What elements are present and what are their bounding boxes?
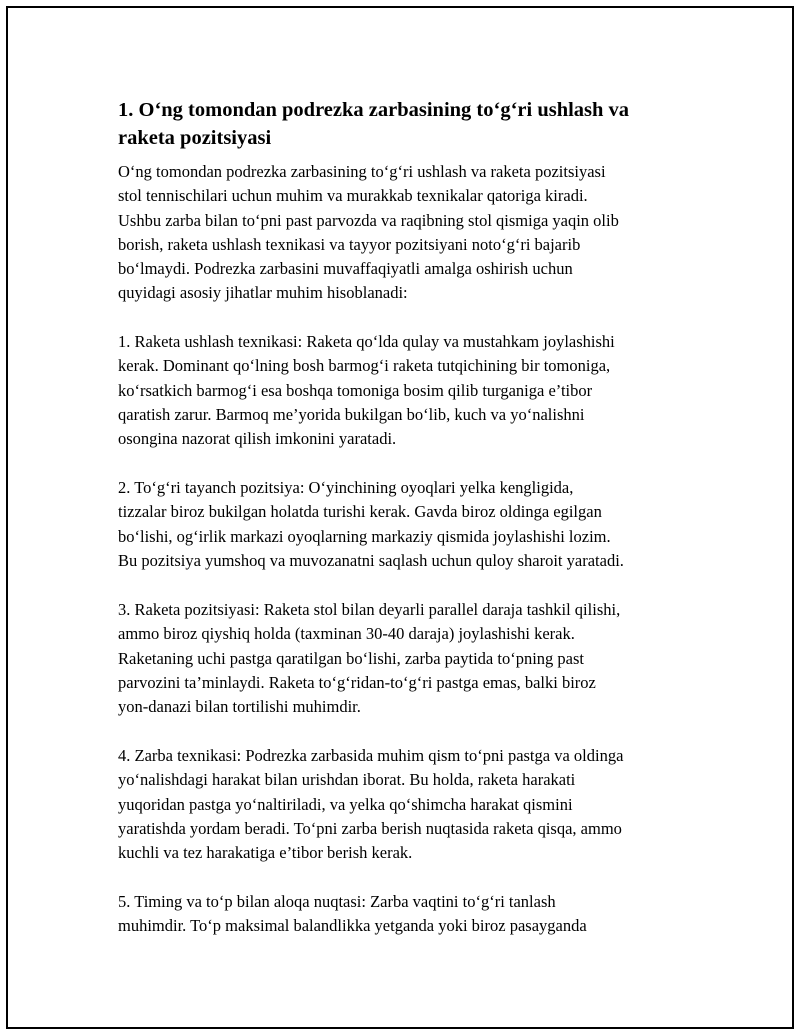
point-1-paragraph [118, 330, 698, 451]
paragraph-line: yaratishda yordam beradi. To‘pni zarba berish nuqtasida raketa qisqa, ammo [118, 818, 622, 838]
paragraph-line: bo‘lishi, og‘irlik markazi oyoqlarning markaziy qismida joylashishi lozim. [118, 526, 611, 546]
paragraph-line: borish, raketa ushlash texnikasi va tayyor pozitsiyani noto‘g‘ri bajarib [118, 234, 581, 254]
point-5-paragraph [118, 890, 698, 939]
paragraph-line: O‘ng tomondan podrezka zarbasining to‘g‘ri ushlash va raketa pozitsiyasi [118, 162, 606, 181]
paragraph-line: osongina nazorat qilish imkonini yaratadi. [118, 429, 397, 449]
intro-paragraph [118, 160, 698, 306]
paragraph-line: 5. Timing va to‘p bilan aloqa nuqtasi: Zarba vaqtini to‘g‘ri tanlash [118, 892, 556, 911]
page-frame [6, 6, 794, 1029]
heading-line: 1. O‘ng tomondan podrezka zarbasining to‘g‘ri ushlash va [118, 99, 630, 121]
paragraph-line: 4. Zarba texnikasi: Podrezka zarbasida muhim qism to‘pni pastga va oldinga [118, 746, 624, 765]
paragraph-line: Ushbu zarba bilan to‘pni past parvozda va raqibning stol qismiga yaqin olib [118, 210, 619, 230]
paragraph-line: qaratish zarur. Barmoq me’yorida bukilgan bo‘lib, kuch va yo‘nalishni [118, 404, 585, 424]
section-heading [118, 96, 698, 152]
paragraph-line: quyidagi asosiy jihatlar muhim hisoblanadi: [118, 283, 408, 303]
paragraph-line: 1. Raketa ushlash texnikasi: Raketa qo‘lda qulay va mustahkam joylashishi [118, 332, 615, 351]
paragraph-line: tizzalar biroz bukilgan holatda turishi kerak. Gavda biroz oldinga egilgan [118, 502, 602, 522]
paragraph-line: 2. To‘g‘ri tayanch pozitsiya: O‘yinchining oyoqlari yelka kengligida, [118, 478, 574, 497]
paragraph-line: ko‘rsatkich barmog‘i esa boshqa tomoniga bosim qilib turganiga e’tibor [118, 380, 593, 400]
paragraph-line: parvozini ta’minlaydi. Raketa to‘g‘ridan-to‘g‘ri pastga emas, balki biroz [118, 672, 596, 692]
paragraph-line: 3. Raketa pozitsiyasi: Raketa stol bilan deyarli parallel daraja tashkil qilishi, [118, 600, 621, 619]
paragraph-line: stol tennischilari uchun muhim va murakkab texnikalar qatoriga kiradi. [118, 186, 588, 206]
paragraph-line: bo‘lmaydi. Podrezka zarbasini muvaffaqiyatli amalga oshirish uchun [118, 259, 573, 279]
paragraph-line: yo‘nalishdagi harakat bilan urishdan iborat. Bu holda, raketa harakati [118, 770, 576, 790]
heading-line: raketa pozitsiyasi [118, 127, 272, 149]
point-2-paragraph [118, 476, 698, 573]
point-3-paragraph [118, 598, 698, 719]
paragraph-line: Bu pozitsiya yumshoq va muvozanatni saqlash uchun quloy sharoit yaratadi. [118, 550, 624, 570]
paragraph-line: yuqoridan pastga yo‘naltiriladi, va yelka qo‘shimcha harakat qismini [118, 794, 573, 814]
paragraph-line: ammo biroz qiyshiq holda (taxminan 30-40 daraja) joylashishi kerak. [118, 624, 575, 644]
point-4-paragraph [118, 744, 698, 865]
paragraph-line: kerak. Dominant qo‘lning bosh barmog‘i raketa tutqichining bir tomoniga, [118, 356, 611, 376]
paragraph-line: kuchli va tez harakatiga e’tibor berish kerak. [118, 843, 413, 863]
paragraph-line: yon-danazi bilan tortilishi muhimdir. [118, 697, 361, 717]
paragraph-line: muhimdir. To‘p maksimal balandlikka yetganda yoki biroz pasayganda [118, 916, 587, 936]
paragraph-line: Raketaning uchi pastga qaratilgan bo‘lishi, zarba paytida to‘pning past [118, 648, 584, 668]
